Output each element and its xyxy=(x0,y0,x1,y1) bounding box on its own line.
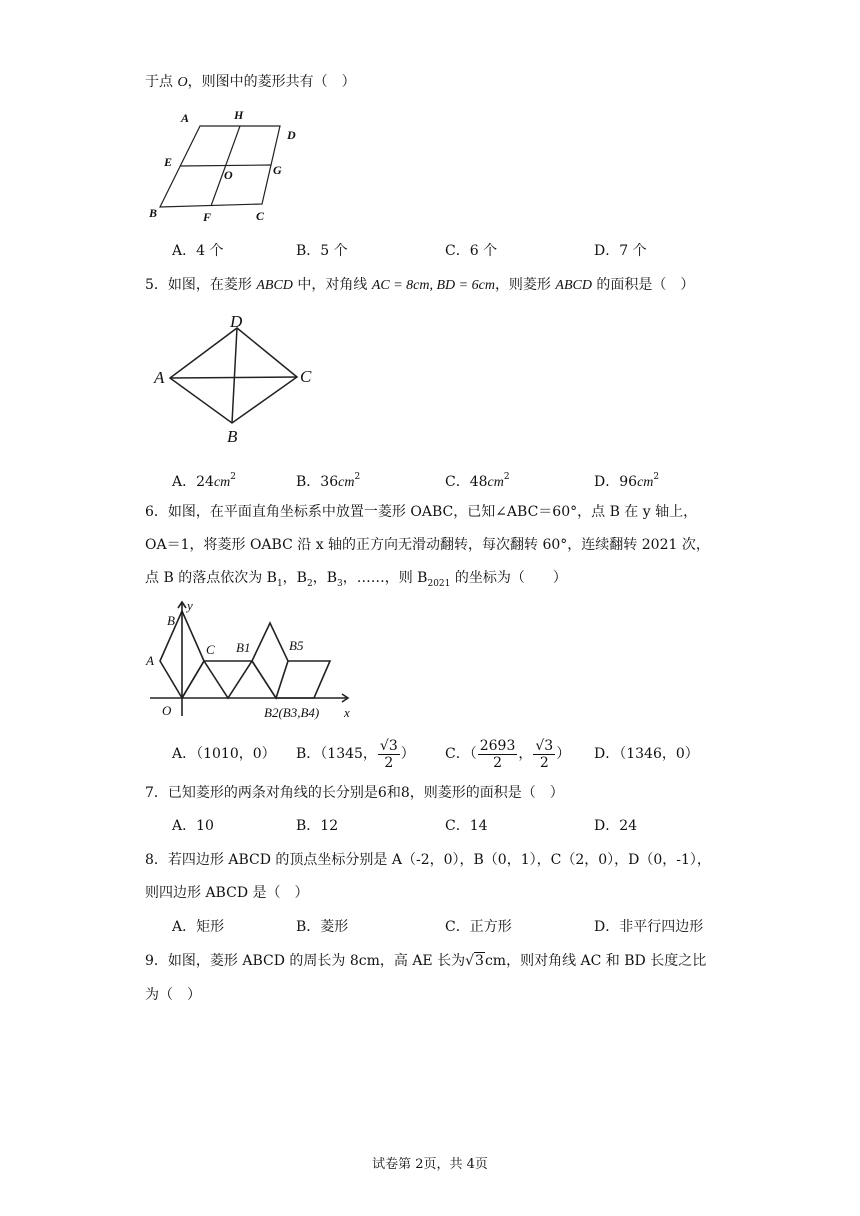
q5-label-a: A xyxy=(154,368,165,387)
q4-option-d: D．7 个 xyxy=(594,243,647,259)
q6-stem-line3: 点 B 的落点依次为 $B_1$，$B_2$，$B_3$，……，则 $B_{2021}$ 的坐标为（ ） xyxy=(145,570,567,589)
q7-option-d: D．24 xyxy=(594,818,638,834)
q4-label-a: A xyxy=(181,111,190,125)
q4-label-o: O xyxy=(224,168,233,182)
q4-label-e: E xyxy=(164,155,173,169)
q7-stem: 7．已知菱形的两条对角线的长分别是6和8，则菱形的面积是（ ） xyxy=(145,785,564,801)
q6-stem-line1: 6．如图，在平面直角坐标系中放置一菱形 OABC，已知∠ABC＝60°，点 B 在 y 轴上， xyxy=(145,504,698,520)
q6-label-c: C xyxy=(206,642,215,657)
q4-label-b: B xyxy=(149,206,158,220)
q9-stem-line2: 为（ ） xyxy=(145,987,201,1003)
q6-label-b: B xyxy=(167,613,175,628)
q8-option-a: A．矩形 xyxy=(172,919,225,935)
q4-label-h: H xyxy=(234,108,244,122)
q7-option-c: C．14 xyxy=(445,818,488,834)
q4-label-d: D xyxy=(287,128,296,142)
q7-option-b: B．12 xyxy=(296,818,339,834)
q6-option-d: D．（1346，0） xyxy=(594,746,699,762)
q8-option-b: B．菱形 xyxy=(296,919,349,935)
q5-figure xyxy=(150,310,330,450)
q5-option-d: D．$96cm^2$ xyxy=(594,472,660,490)
q8-option-d: D．非平行四边形 xyxy=(594,919,704,935)
q4-label-c: C xyxy=(256,209,265,223)
q4-label-g: G xyxy=(273,163,282,177)
q6-stem-line2: OA＝1，将菱形 OABC 沿 x 轴的正方向无滑动翻转，每次翻转 60°，连续翻转 2021 次， xyxy=(145,537,710,553)
q6-label-a: A xyxy=(146,653,154,668)
page-footer: 试卷第 2页，共 4页 xyxy=(372,1157,488,1172)
q7-option-a: A．10 xyxy=(172,818,214,834)
q6-label-x: x xyxy=(344,705,350,720)
q4-figure xyxy=(140,104,310,224)
q8-option-c: C．正方形 xyxy=(445,919,512,935)
q6-label-b5: B5 xyxy=(289,638,304,653)
q6-label-y: y xyxy=(187,598,193,613)
q5-stem: 5．如图，在菱形 ABCD 中，对角线 AC = 8cm, BD = 6cm，则菱形 ABCD 的面积是（ ） xyxy=(145,277,695,293)
q4-label-f: F xyxy=(203,210,212,224)
q4-option-c: C．6 个 xyxy=(445,243,498,259)
sqrt-3: √3 xyxy=(465,953,484,969)
q5-option-a: A．$24cm^2$ xyxy=(172,472,237,490)
q8-stem-line1: 8．若四边形 ABCD 的顶点坐标分别是 A（-2，0），B（0，1），C（2，0），D（0，-1）， xyxy=(145,852,711,868)
q5-option-c: C．$48cm^2$ xyxy=(445,472,510,490)
q5-label-b: B xyxy=(227,427,238,446)
q5-label-c: C xyxy=(300,367,312,386)
q5-option-b: B．$36cm^2$ xyxy=(296,472,361,490)
q9-stem-line1: 9．如图，菱形 ABCD 的周长为 8cm，高 AE 长为√3cm，则对角线 AC 和 BD 长度之比 xyxy=(145,953,707,969)
q6-option-a: A．（1010，0） xyxy=(172,746,276,762)
q6-option-c: C．（ $\frac{2693}{2}$ ， $\frac{√3}{2}$ ） xyxy=(445,737,571,771)
q8-stem-line2: 则四边形 ABCD 是（ ） xyxy=(145,885,309,901)
q6-label-o: O xyxy=(162,703,172,718)
q6-option-b: B．（1345， $\frac{√3}{2}$ ） xyxy=(296,737,415,771)
q4-option-b: B．5 个 xyxy=(296,243,348,259)
q6-label-b2: B2(B3,B4) xyxy=(264,705,320,720)
q6-label-b1: B1 xyxy=(236,640,251,655)
q5-label-d: D xyxy=(230,312,243,331)
q6-figure xyxy=(140,598,370,726)
q4-stem: 于点 O，则图中的菱形共有（ ） xyxy=(145,74,356,90)
q4-option-a: A．4 个 xyxy=(172,243,224,259)
